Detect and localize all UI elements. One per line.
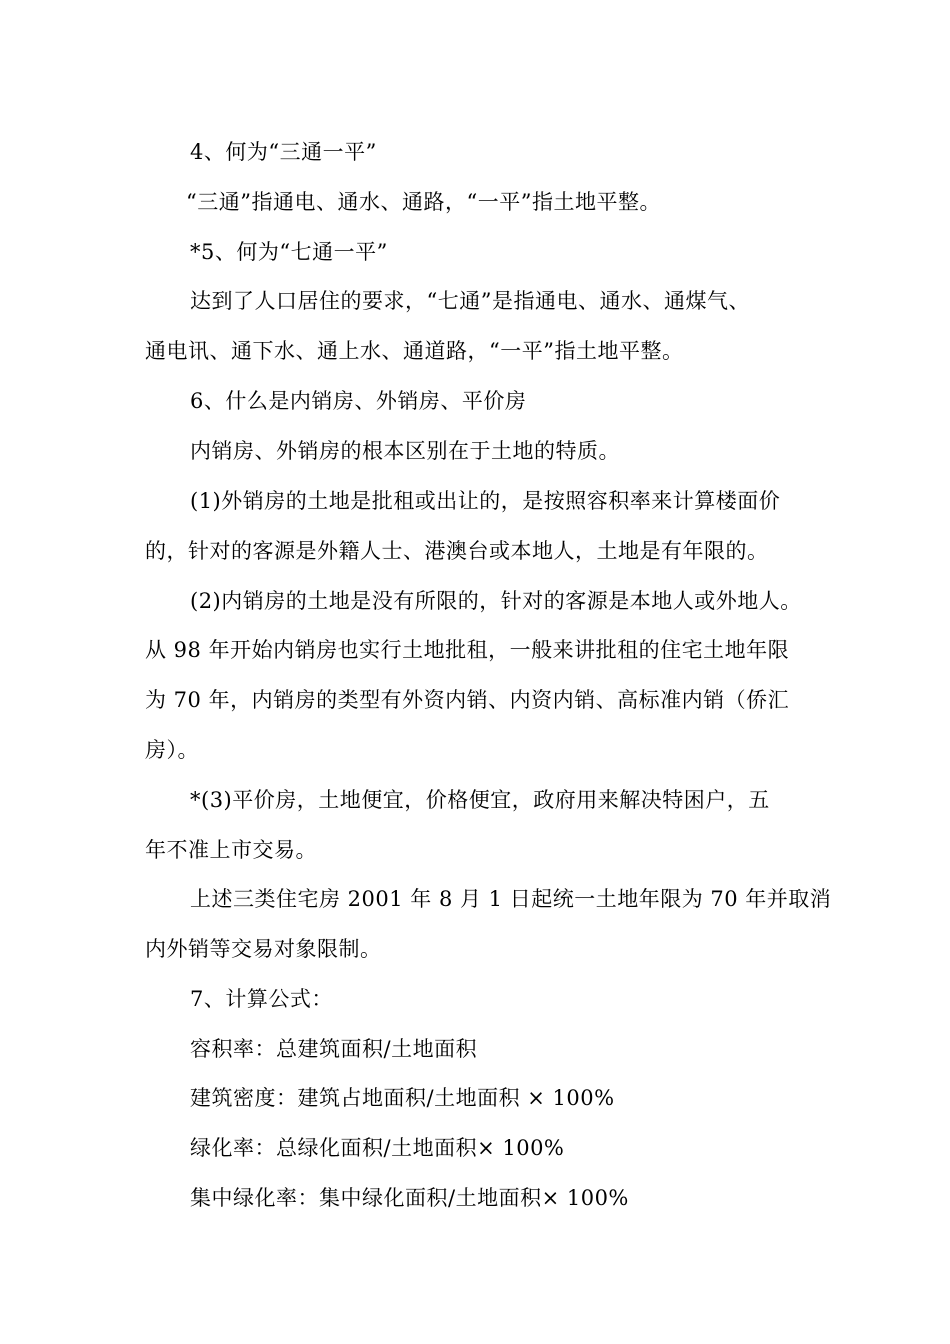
heading-three-connections: 4、何为“三通一平” [190, 140, 377, 164]
paragraph-seven-connections-line-2: 通电讯、通下水、通上水、通道路，“一平”指土地平整。 [145, 339, 684, 363]
heading-seven-connections: *5、何为“七通一平” [190, 240, 388, 264]
formula-plot-ratio: 容积率：总建筑面积/土地面积 [190, 1037, 478, 1061]
paragraph-unified-term-line-1: 上述三类住宅房 2001 年 8 月 1 日起统一土地年限为 70 年并取消 [190, 887, 832, 911]
paragraph-unified-term-line-2: 内外销等交易对象限制。 [145, 937, 382, 961]
paragraph-export-housing-line-2: 的，针对的客源是外籍人士、港澳台或本地人，土地是有年限的。 [145, 539, 769, 563]
heading-housing-types: 6、什么是内销房、外销房、平价房 [190, 389, 527, 413]
paragraph-affordable-housing-line-1: *(3)平价房，土地便宜，价格便宜，政府用来解决特困户，五 [190, 788, 770, 812]
paragraph-export-housing-line-1: (1)外销房的土地是批租或出让的，是按照容积率来计算楼面价 [190, 489, 781, 513]
paragraph-domestic-housing-line-2: 从 98 年开始内销房也实行土地批租，一般来讲批租的住宅土地年限 [145, 638, 790, 662]
paragraph-three-connections: “三通”指通电、通水、通路，“一平”指土地平整。 [186, 190, 661, 214]
formula-green-ratio: 绿化率：总绿化面积/土地面积× 100% [190, 1136, 565, 1160]
paragraph-domestic-housing-line-3: 为 70 年，内销房的类型有外资内销、内资内销、高标准内销（侨汇 [145, 688, 790, 712]
formula-building-density: 建筑密度：建筑占地面积/土地面积 × 100% [190, 1086, 615, 1110]
paragraph-housing-difference: 内销房、外销房的根本区别在于土地的特质。 [190, 439, 620, 463]
formula-concentrated-green-ratio: 集中绿化率：集中绿化面积/土地面积× 100% [190, 1186, 629, 1210]
paragraph-domestic-housing-line-4: 房）。 [145, 738, 199, 762]
heading-formulas: 7、计算公式： [190, 987, 333, 1011]
paragraph-domestic-housing-line-1: (2)内销房的土地是没有所限的，针对的客源是本地人或外地人。 [190, 589, 802, 613]
paragraph-seven-connections-line-1: 达到了人口居住的要求，“七通”是指通电、通水、通煤气、 [190, 289, 750, 313]
paragraph-affordable-housing-line-2: 年不准上市交易。 [145, 838, 317, 862]
